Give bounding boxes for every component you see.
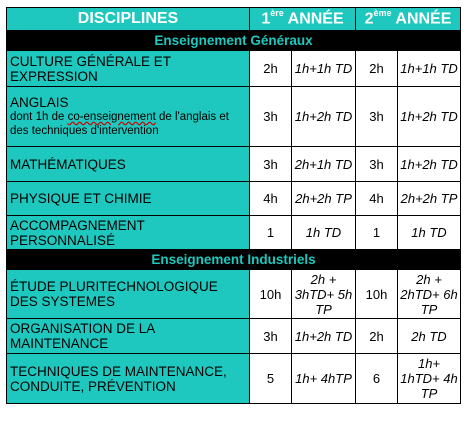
header-disciplines: DISCIPLINES bbox=[7, 8, 250, 31]
discipline-cell bbox=[7, 182, 250, 216]
table-row bbox=[7, 270, 461, 319]
year1-detail: 2h+1h TD bbox=[292, 147, 356, 182]
header-year-2: 2ème ANNÉE bbox=[356, 8, 461, 31]
year1-hours: 3h bbox=[250, 147, 292, 182]
year1-hours: 5 bbox=[250, 354, 292, 404]
table-row bbox=[7, 182, 461, 216]
year1-detail: 1h+2h TD bbox=[292, 87, 356, 147]
year2-hours: 1 bbox=[356, 216, 398, 250]
curriculum-table bbox=[6, 7, 461, 404]
discipline-cell bbox=[7, 319, 250, 354]
year1-detail: 1h+1h TD bbox=[292, 51, 356, 87]
year1-detail: 1h+ 4hTP bbox=[292, 354, 356, 404]
discipline-cell bbox=[7, 147, 250, 182]
year2-detail: 1h TD bbox=[398, 216, 461, 250]
table-row bbox=[7, 319, 461, 354]
header-year-1: 1ère ANNÉE bbox=[250, 8, 356, 31]
discipline-cell bbox=[7, 216, 250, 250]
discipline-note bbox=[10, 110, 249, 138]
discipline-name: TECHNIQUES DE MAINTENANCE, CONDUITE, PRÉVENTION bbox=[10, 363, 227, 394]
year1-detail: 1h+2h TD bbox=[292, 319, 356, 354]
year2-hours: 4h bbox=[356, 182, 398, 216]
year2-hours: 2h bbox=[356, 319, 398, 354]
year1-hours: 3h bbox=[250, 319, 292, 354]
year2-hours: 3h bbox=[356, 147, 398, 182]
year1-detail: 1h TD bbox=[292, 216, 356, 250]
discipline-name: ORGANISATION DE LA MAINTENANCE bbox=[10, 321, 155, 351]
section-title: Enseignement Généraux bbox=[7, 31, 461, 51]
year2-detail: 1h+2h TD bbox=[398, 147, 461, 182]
year2-hours: 6 bbox=[356, 354, 398, 404]
discipline-name: PHYSIQUE ET CHIMIE bbox=[10, 191, 152, 206]
discipline-name: ÉTUDE PLURITECHNOLOGIQUE DES SYSTEMES bbox=[10, 279, 218, 309]
discipline-name: ACCOMPAGNEMENT PERSONNALISÉ bbox=[10, 217, 145, 248]
year2-detail: 2h + 2hTD+ 6h TP bbox=[398, 270, 461, 319]
year1-hours: 1 bbox=[250, 216, 292, 250]
year2-hours: 3h bbox=[356, 87, 398, 147]
year2-detail: 1h+ 1hTD+ 4h TP bbox=[398, 354, 461, 404]
discipline-cell bbox=[7, 270, 250, 319]
year1-hours: 2h bbox=[250, 51, 292, 87]
discipline-cell bbox=[7, 87, 250, 147]
year2-detail: 1h+2h TD bbox=[398, 87, 461, 147]
table-row bbox=[7, 216, 461, 250]
note-text: de l'anglais et des techniques d'intervention bbox=[10, 111, 229, 137]
table-row bbox=[7, 354, 461, 404]
note-text-marked: co-enseignement bbox=[67, 111, 156, 123]
year1-detail: 2h + 3hTD+ 5h TP bbox=[292, 270, 356, 319]
discipline-name: ANGLAIS bbox=[10, 95, 69, 110]
year1-detail: 2h+2h TP bbox=[292, 182, 356, 216]
table-row bbox=[7, 147, 461, 182]
discipline-cell bbox=[7, 354, 250, 404]
year2-detail: 2h+2h TP bbox=[398, 182, 461, 216]
discipline-name: MATHÉMATIQUES bbox=[10, 156, 126, 172]
table-row bbox=[7, 51, 461, 87]
year1-hours: 10h bbox=[250, 270, 292, 319]
year2-hours: 10h bbox=[356, 270, 398, 319]
section-header-row bbox=[7, 250, 461, 270]
discipline-cell bbox=[7, 51, 250, 87]
year2-detail: 2h TD bbox=[398, 319, 461, 354]
note-text: dont 1h de bbox=[10, 111, 68, 123]
table-row bbox=[7, 87, 461, 147]
year2-detail: 1h+1h TD bbox=[398, 51, 461, 87]
table-header-row bbox=[7, 8, 461, 31]
year2-hours: 2h bbox=[356, 51, 398, 87]
year1-hours: 4h bbox=[250, 182, 292, 216]
section-title: Enseignement Industriels bbox=[7, 250, 461, 270]
year1-hours: 3h bbox=[250, 87, 292, 147]
discipline-name: CULTURE GÉNÉRALE ET EXPRESSION bbox=[10, 53, 171, 84]
section-header-row bbox=[7, 31, 461, 51]
